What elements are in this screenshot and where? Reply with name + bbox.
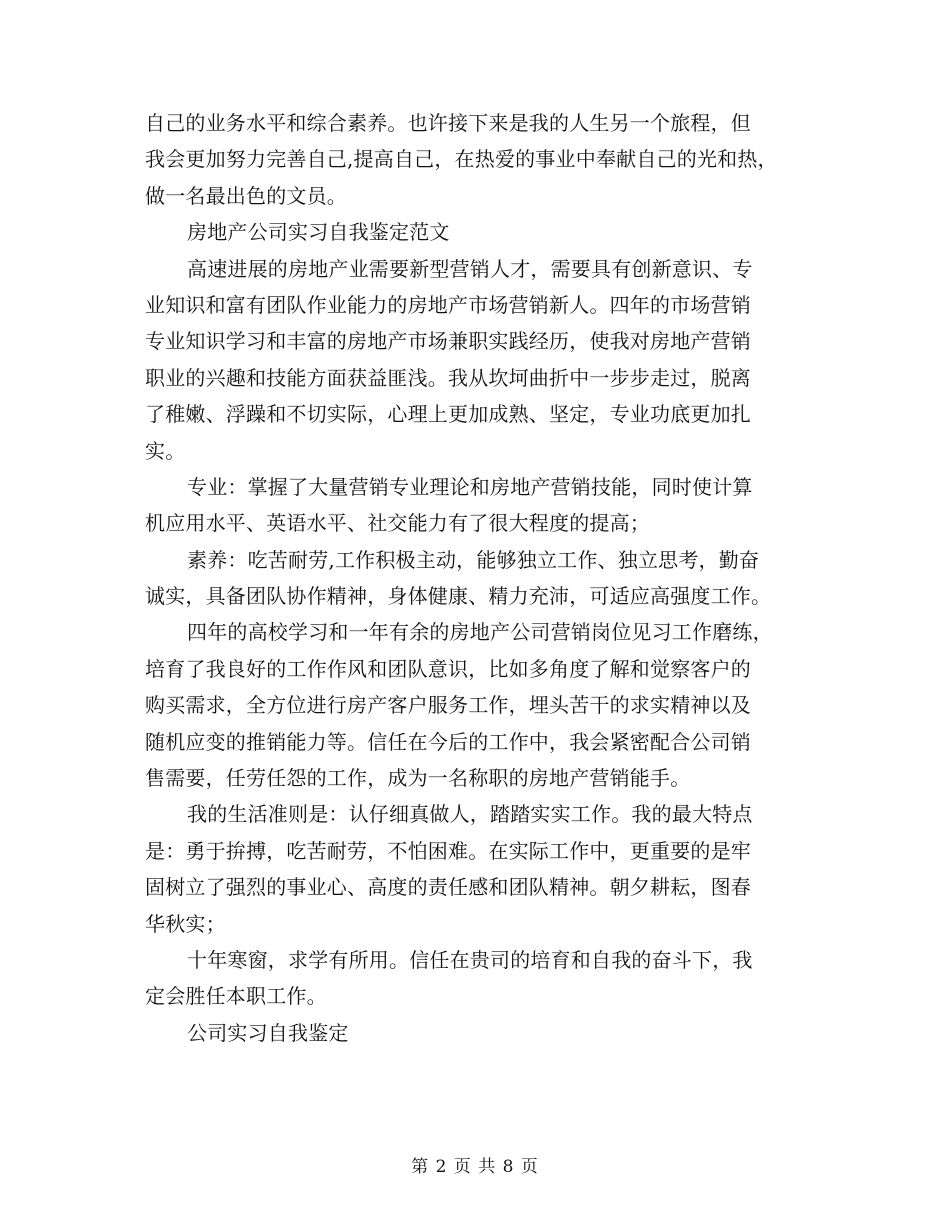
text-line: 培育了我良好的工作作风和团队意识，比如多角度了解和觉察客户的 bbox=[145, 656, 751, 681]
text-line: 四年的高校学习和一年有余的房地产公司营销岗位见习工作磨练， bbox=[187, 620, 773, 645]
text-line: 职业的兴趣和技能方面获益匪浅。我从坎坷曲折中一步步走过，脱离 bbox=[145, 365, 751, 390]
text-line: 我的生活准则是：认仔细真做人，踏踏实实工作。我的最大特点 bbox=[187, 802, 753, 827]
text-line: 高速进展的房地产业需要新型营销人才，需要具有创新意识、专 bbox=[187, 256, 753, 281]
text-line: 购买需求，全方位进行房产客户服务工作，埋头苦干的求实精神以及 bbox=[145, 693, 751, 718]
text-line: 自己的业务水平和综合素养。也许接下来是我的人生另一个旅程，但 bbox=[145, 111, 751, 135]
text-line: 随机应变的推销能力等。信任在今后的工作中，我会紧密配合公司销 bbox=[145, 729, 751, 754]
text-line: 了稚嫩、浮躁和不切实际，心理上更加成熟、坚定，专业功底更加扎 bbox=[145, 402, 751, 427]
text-line: 华秋实； bbox=[145, 911, 226, 936]
text-line: 公司实习自我鉴定 bbox=[187, 1020, 349, 1045]
page-number-footer: 第 2 页 共 8 页 bbox=[411, 1157, 539, 1177]
text-line: 专业：掌握了大量营销专业理论和房地产营销技能，同时使计算 bbox=[187, 474, 753, 499]
text-line: 做一名最出色的文员。 bbox=[145, 183, 347, 208]
text-line: 诚实，具备团队协作精神，身体健康、精力充沛，可适应高强度工作。 bbox=[145, 584, 772, 609]
text-line: 售需要，任劳任怨的工作，成为一名称职的房地产营销能手。 bbox=[145, 766, 691, 791]
text-line: 固树立了强烈的事业心、高度的责任感和团队精神。朝夕耕耘，图春 bbox=[145, 875, 751, 900]
text-line: 专业知识学习和丰富的房地产市场兼职实践经历，使我对房地产营销 bbox=[145, 329, 751, 354]
text-line: 房地产公司实习自我鉴定范文 bbox=[187, 220, 450, 245]
text-line: 素养：吃苦耐劳,工作积极主动，能够独立工作、独立思考，勤奋 bbox=[187, 547, 760, 572]
text-line: 业知识和富有团队作业能力的房地产市场营销新人。四年的市场营销 bbox=[145, 292, 751, 317]
text-line: 定会胜任本职工作。 bbox=[145, 984, 327, 1009]
text-line: 机应用水平、英语水平、社交能力有了很大程度的提高； bbox=[145, 511, 650, 536]
text-line: 十年寒窗，求学有所用。信任在贵司的培育和自我的奋斗下，我 bbox=[187, 947, 753, 972]
text-line: 我会更加努力完善自己,提高自己，在热爱的事业中奉献自己的光和热， bbox=[145, 147, 778, 172]
text-line: 是：勇于拚搏，吃苦耐劳，不怕困难。在实际工作中，更重要的是牢 bbox=[145, 838, 751, 863]
document-body bbox=[145, 105, 825, 1051]
text-line: 实。 bbox=[145, 438, 186, 463]
